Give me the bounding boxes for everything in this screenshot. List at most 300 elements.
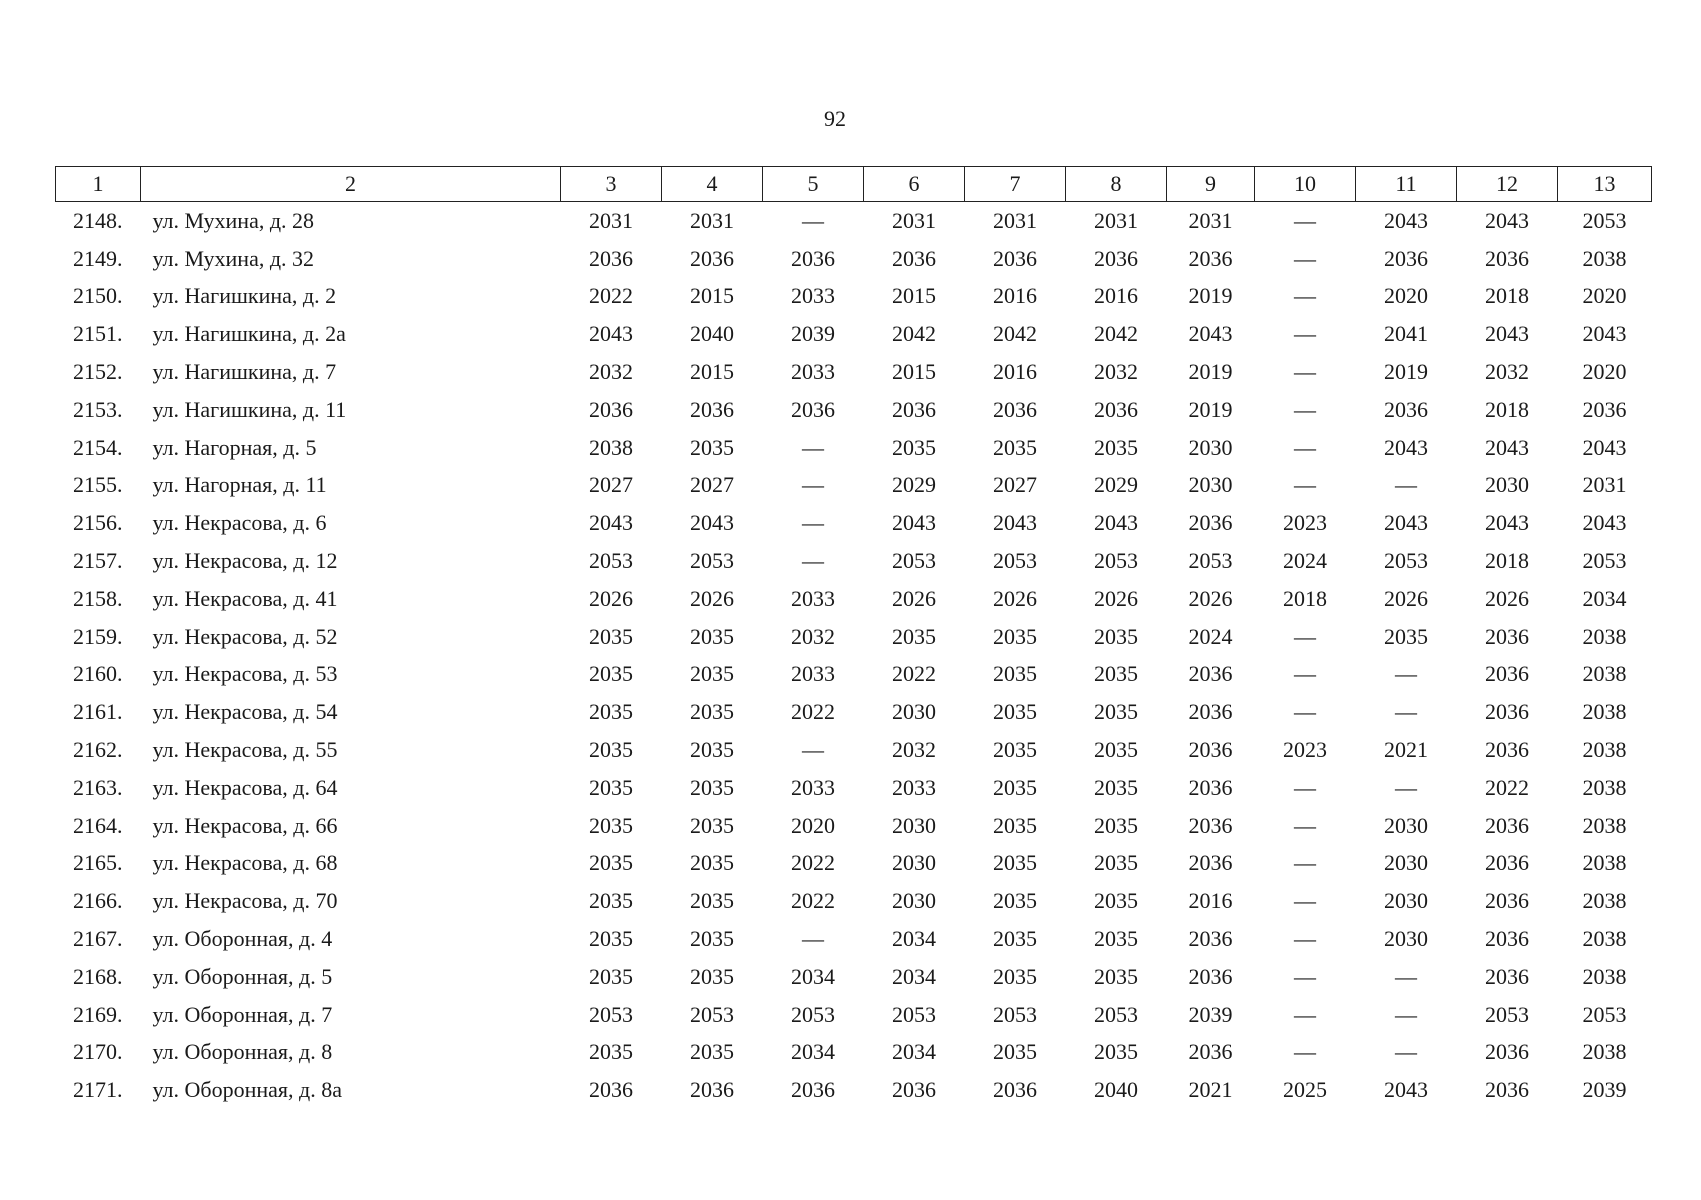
year-cell-col-9: 2031 [1188,207,1233,233]
year-cell-col-5: — [802,737,824,763]
year-cell-col-7: 2035 [993,434,1037,460]
year-cell-col-7: 2035 [993,926,1037,952]
column-header-6: 6 [864,167,965,202]
year-cell-col-11: — [1395,1001,1417,1027]
year-cell-col-7: 2036 [993,396,1037,422]
year-cell-col-6: 2034 [892,926,936,952]
year-cell-col-4: 2036 [690,1077,734,1103]
table-row [56,278,1652,316]
year-cell-col-3: 2032 [589,359,633,385]
year-cell-col-8: 2035 [1094,1039,1138,1065]
year-cell-col-6: 2015 [892,359,936,385]
year-cell-col-8: 2040 [1094,1077,1138,1103]
year-cell-col-6: 2033 [892,774,936,800]
year-cell-col-9: 2036 [1188,963,1233,989]
year-cell-col-6: 2030 [892,888,936,914]
row-number: 2168. [73,963,123,989]
year-cell-col-10: — [1294,434,1316,460]
year-cell-col-11: — [1395,661,1417,687]
year-cell-col-8: 2035 [1094,737,1138,763]
year-cell-col-9: 2036 [1188,661,1233,687]
table-row [56,845,1652,883]
year-cell-col-6: 2035 [892,623,936,649]
table-header [56,167,1652,202]
year-cell-col-8: 2053 [1094,1001,1138,1027]
year-cell-col-8: 2035 [1094,888,1138,914]
year-cell-col-11: 2043 [1384,1077,1428,1103]
year-cell-col-3: 2043 [589,510,633,536]
year-cell-col-6: 2053 [892,548,936,574]
row-number: 2164. [73,812,123,838]
year-cell-col-9: 2036 [1188,737,1233,763]
table-body [56,202,1652,1110]
year-cell-col-11: 2020 [1384,283,1428,309]
row-number: 2156. [73,510,123,536]
column-header-4: 4 [662,167,763,202]
year-cell-col-10: — [1294,207,1316,233]
year-cell-col-8: 2031 [1094,207,1138,233]
year-cell-col-5: 2033 [791,774,835,800]
year-cell-col-10: 2025 [1283,1077,1327,1103]
address-cell: ул. Некрасова, д. 70 [152,888,338,914]
table-row [56,693,1652,731]
year-cell-col-4: 2035 [690,812,734,838]
year-cell-col-12: 2053 [1485,1001,1529,1027]
address-cell: ул. Нагорная, д. 5 [152,434,317,460]
column-header-8: 8 [1066,167,1167,202]
address-cell: ул. Некрасова, д. 41 [152,585,338,611]
year-cell-col-6: 2030 [892,699,936,725]
year-cell-col-4: 2043 [690,510,734,536]
column-header-2: 2 [141,167,561,202]
year-cell-col-7: 2027 [993,472,1037,498]
year-cell-col-12: 2036 [1485,623,1529,649]
year-cell-col-7: 2035 [993,737,1037,763]
year-cell-col-8: 2035 [1094,434,1138,460]
year-cell-col-5: 2033 [791,359,835,385]
address-cell: ул. Оборонная, д. 5 [152,963,333,989]
year-cell-col-9: 2019 [1188,359,1233,385]
year-cell-col-6: 2030 [892,850,936,876]
year-cell-col-3: 2036 [589,245,633,271]
year-cell-col-10: — [1294,888,1316,914]
year-cell-col-3: 2031 [589,207,633,233]
year-cell-col-10: — [1294,283,1316,309]
year-cell-col-11: 2021 [1384,737,1428,763]
year-cell-col-10: — [1294,963,1316,989]
year-cell-col-10: — [1294,812,1316,838]
year-cell-col-13: 2038 [1582,1039,1627,1065]
year-cell-col-4: 2035 [690,926,734,952]
year-cell-col-8: 2035 [1094,661,1138,687]
year-cell-col-9: 2036 [1188,774,1233,800]
year-cell-col-11: 2036 [1384,245,1428,271]
year-cell-col-13: 2038 [1582,774,1627,800]
year-cell-col-8: 2043 [1094,510,1138,536]
year-cell-col-10: — [1294,926,1316,952]
year-cell-col-13: 2043 [1582,321,1627,347]
year-cell-col-11: — [1395,699,1417,725]
year-cell-col-6: 2031 [892,207,936,233]
year-cell-col-10: — [1294,1001,1316,1027]
year-cell-col-12: 2026 [1485,585,1529,611]
year-cell-col-5: 2022 [791,850,835,876]
year-cell-col-9: 2024 [1188,623,1233,649]
year-cell-col-12: 2036 [1485,888,1529,914]
year-cell-col-5: 2020 [791,812,835,838]
year-cell-col-8: 2035 [1094,812,1138,838]
year-cell-col-4: 2027 [690,472,734,498]
year-cell-col-11: 2043 [1384,207,1428,233]
year-cell-col-7: 2035 [993,1039,1037,1065]
year-cell-col-12: 2043 [1485,207,1529,233]
year-cell-col-3: 2035 [589,737,633,763]
year-cell-col-9: 2016 [1188,888,1233,914]
year-cell-col-11: 2030 [1384,812,1428,838]
address-cell: ул. Нагорная, д. 11 [152,472,327,498]
year-cell-col-12: 2032 [1485,359,1529,385]
year-cell-col-12: 2036 [1485,926,1529,952]
year-cell-col-3: 2053 [589,548,633,574]
year-cell-col-10: 2018 [1283,585,1327,611]
year-cell-col-4: 2053 [690,1001,734,1027]
year-cell-col-12: 2036 [1485,812,1529,838]
address-cell: ул. Некрасова, д. 52 [152,623,338,649]
year-cell-col-13: 2038 [1582,926,1627,952]
column-header-9: 9 [1167,167,1255,202]
year-cell-col-10: — [1294,472,1316,498]
year-cell-col-4: 2026 [690,585,734,611]
year-cell-col-9: 2036 [1188,926,1233,952]
year-cell-col-10: — [1294,1039,1316,1065]
year-cell-col-4: 2036 [690,396,734,422]
column-header-5: 5 [763,167,864,202]
table-row [56,1034,1652,1072]
year-cell-col-7: 2035 [993,963,1037,989]
year-cell-col-10: — [1294,850,1316,876]
year-cell-col-11: 2043 [1384,510,1428,536]
year-cell-col-5: — [802,548,824,574]
year-cell-col-10: — [1294,699,1316,725]
table-row [56,769,1652,807]
address-cell: ул. Нагишкина, д. 2 [152,283,337,309]
year-cell-col-5: 2032 [791,623,835,649]
year-cell-col-6: 2036 [892,396,936,422]
year-cell-col-11: 2053 [1384,548,1428,574]
year-cell-col-8: 2035 [1094,850,1138,876]
year-cell-col-13: 2020 [1582,359,1627,385]
year-cell-col-13: 2038 [1582,737,1627,763]
year-cell-col-9: 2021 [1188,1077,1233,1103]
year-cell-col-10: — [1294,774,1316,800]
year-cell-col-12: 2036 [1485,850,1529,876]
year-cell-col-12: 2022 [1485,774,1529,800]
year-cell-col-5: — [802,207,824,233]
year-cell-col-8: 2026 [1094,585,1138,611]
year-cell-col-11: — [1395,963,1417,989]
year-cell-col-9: 2043 [1188,321,1233,347]
year-cell-col-4: 2036 [690,245,734,271]
year-cell-col-8: 2035 [1094,963,1138,989]
year-cell-col-3: 2035 [589,1039,633,1065]
year-cell-col-4: 2053 [690,548,734,574]
address-cell: ул. Некрасова, д. 66 [152,812,338,838]
year-cell-col-5: 2033 [791,661,835,687]
year-cell-col-3: 2036 [589,396,633,422]
year-cell-col-9: 2030 [1188,434,1233,460]
year-cell-col-11: 2036 [1384,396,1428,422]
year-cell-col-5: 2036 [791,245,835,271]
year-cell-col-5: — [802,472,824,498]
row-number: 2161. [73,699,123,725]
year-cell-col-4: 2035 [690,774,734,800]
address-cell: ул. Оборонная, д. 7 [152,1001,333,1027]
year-cell-col-6: 2036 [892,245,936,271]
year-cell-col-4: 2035 [690,623,734,649]
address-cell: ул. Некрасова, д. 53 [152,661,338,687]
address-cell: ул. Оборонная, д. 8а [152,1077,342,1103]
year-cell-col-13: 2038 [1582,888,1627,914]
year-cell-col-5: 2034 [791,1039,835,1065]
year-cell-col-7: 2035 [993,812,1037,838]
table-row [56,1071,1652,1109]
year-cell-col-5: — [802,510,824,536]
year-cell-col-9: 2036 [1188,245,1233,271]
year-cell-col-3: 2022 [589,283,633,309]
year-cell-col-12: 2018 [1485,548,1529,574]
year-cell-col-5: 2022 [791,699,835,725]
year-cell-col-10: — [1294,245,1316,271]
year-cell-col-3: 2035 [589,926,633,952]
column-header-10: 10 [1255,167,1356,202]
row-number: 2165. [73,850,123,876]
table-row [56,315,1652,353]
table-row [56,353,1652,391]
year-cell-col-6: 2032 [892,737,936,763]
data-table [55,166,1652,1109]
year-cell-col-13: 2038 [1582,699,1627,725]
address-cell: ул. Некрасова, д. 68 [152,850,338,876]
year-cell-col-13: 2038 [1582,623,1627,649]
column-header-13: 13 [1558,167,1652,202]
year-cell-col-6: 2034 [892,1039,936,1065]
year-cell-col-8: 2036 [1094,245,1138,271]
table-row [56,467,1652,505]
year-cell-col-8: 2035 [1094,774,1138,800]
year-cell-col-12: 2036 [1485,1039,1529,1065]
year-cell-col-3: 2035 [589,888,633,914]
year-cell-col-7: 2036 [993,1077,1037,1103]
year-cell-col-12: 2018 [1485,396,1529,422]
year-cell-col-12: 2036 [1485,699,1529,725]
year-cell-col-8: 2032 [1094,359,1138,385]
year-cell-col-5: 2034 [791,963,835,989]
year-cell-col-3: 2035 [589,850,633,876]
year-cell-col-6: 2036 [892,1077,936,1103]
row-number: 2154. [73,434,123,460]
year-cell-col-4: 2035 [690,1039,734,1065]
year-cell-col-7: 2043 [993,510,1037,536]
column-header-7: 7 [965,167,1066,202]
year-cell-col-12: 2036 [1485,1077,1529,1103]
year-cell-col-3: 2026 [589,585,633,611]
year-cell-col-3: 2035 [589,963,633,989]
year-cell-col-8: 2029 [1094,472,1138,498]
year-cell-col-7: 2035 [993,850,1037,876]
year-cell-col-9: 2036 [1188,850,1233,876]
year-cell-col-7: 2026 [993,585,1037,611]
address-cell: ул. Нагишкина, д. 11 [152,396,347,422]
year-cell-col-3: 2035 [589,812,633,838]
year-cell-col-12: 2043 [1485,321,1529,347]
year-cell-col-6: 2043 [892,510,936,536]
year-cell-col-13: 2039 [1582,1077,1627,1103]
table-row [56,920,1652,958]
address-cell: ул. Некрасова, д. 6 [152,510,327,536]
year-cell-col-8: 2035 [1094,623,1138,649]
year-cell-col-4: 2015 [690,359,734,385]
year-cell-col-8: 2042 [1094,321,1138,347]
row-number: 2167. [73,926,123,952]
year-cell-col-4: 2035 [690,850,734,876]
year-cell-col-3: 2038 [589,434,633,460]
year-cell-col-9: 2036 [1188,510,1233,536]
year-cell-col-13: 2043 [1582,434,1627,460]
year-cell-col-12: 2043 [1485,510,1529,536]
year-cell-col-4: 2035 [690,434,734,460]
column-header-1: 1 [56,167,141,202]
year-cell-col-12: 2030 [1485,472,1529,498]
year-cell-col-7: 2042 [993,321,1037,347]
year-cell-col-11: 2035 [1384,623,1428,649]
year-cell-col-12: 2036 [1485,661,1529,687]
row-number: 2150. [73,283,123,309]
year-cell-col-5: 2039 [791,321,835,347]
year-cell-col-13: 2034 [1582,585,1627,611]
year-cell-col-11: 2043 [1384,434,1428,460]
row-number: 2155. [73,472,123,498]
year-cell-col-6: 2042 [892,321,936,347]
year-cell-col-4: 2035 [690,888,734,914]
year-cell-col-10: 2024 [1283,548,1327,574]
year-cell-col-7: 2053 [993,548,1037,574]
year-cell-col-4: 2035 [690,737,734,763]
year-cell-col-7: 2035 [993,623,1037,649]
year-cell-col-7: 2036 [993,245,1037,271]
year-cell-col-5: 2033 [791,283,835,309]
row-number: 2162. [73,737,123,763]
year-cell-col-7: 2053 [993,1001,1037,1027]
table-row [56,202,1652,240]
address-cell: ул. Нагишкина, д. 2а [152,321,346,347]
table-row [56,958,1652,996]
year-cell-col-8: 2035 [1094,699,1138,725]
year-cell-col-3: 2035 [589,699,633,725]
row-number: 2152. [73,359,123,385]
address-cell: ул. Мухина, д. 32 [152,245,315,271]
address-cell: ул. Некрасова, д. 55 [152,737,338,763]
year-cell-col-7: 2035 [993,699,1037,725]
table-row [56,618,1652,656]
year-cell-col-4: 2035 [690,661,734,687]
table-row [56,656,1652,694]
year-cell-col-12: 2036 [1485,737,1529,763]
year-cell-col-3: 2035 [589,661,633,687]
year-cell-col-7: 2016 [993,359,1037,385]
year-cell-col-11: 2019 [1384,359,1428,385]
year-cell-col-13: 2053 [1582,548,1627,574]
row-number: 2160. [73,661,123,687]
row-number: 2151. [73,321,123,347]
year-cell-col-6: 2022 [892,661,936,687]
year-cell-col-5: 2053 [791,1001,835,1027]
year-cell-col-13: 2053 [1582,1001,1627,1027]
year-cell-col-3: 2036 [589,1077,633,1103]
year-cell-col-11: 2026 [1384,585,1428,611]
year-cell-col-4: 2031 [690,207,734,233]
column-header-11: 11 [1356,167,1457,202]
table-row [56,240,1652,278]
column-header-3: 3 [561,167,662,202]
year-cell-col-12: 2018 [1485,283,1529,309]
year-cell-col-12: 2036 [1485,963,1529,989]
address-cell: ул. Некрасова, д. 54 [152,699,338,725]
table-row [56,391,1652,429]
year-cell-col-13: 2031 [1582,472,1627,498]
row-number: 2153. [73,396,123,422]
year-cell-col-13: 2038 [1582,850,1627,876]
row-number: 2169. [73,1001,123,1027]
year-cell-col-7: 2035 [993,888,1037,914]
year-cell-col-10: 2023 [1283,510,1327,536]
row-number: 2148. [73,207,123,233]
year-cell-col-6: 2035 [892,434,936,460]
year-cell-col-6: 2015 [892,283,936,309]
year-cell-col-7: 2016 [993,283,1037,309]
year-cell-col-11: — [1395,1039,1417,1065]
year-cell-col-9: 2036 [1188,699,1233,725]
year-cell-col-8: 2016 [1094,283,1138,309]
year-cell-col-5: — [802,434,824,460]
header-row [56,167,1652,202]
year-cell-col-7: 2035 [993,774,1037,800]
year-cell-col-13: 2036 [1582,396,1627,422]
year-cell-col-11: 2030 [1384,926,1428,952]
year-cell-col-10: — [1294,623,1316,649]
year-cell-col-3: 2053 [589,1001,633,1027]
column-header-12: 12 [1457,167,1558,202]
year-cell-col-8: 2036 [1094,396,1138,422]
year-cell-col-6: 2026 [892,585,936,611]
year-cell-col-10: — [1294,661,1316,687]
year-cell-col-12: 2043 [1485,434,1529,460]
year-cell-col-5: 2033 [791,585,835,611]
row-number: 2159. [73,623,123,649]
page-number: 92 [824,106,846,131]
table-row [56,542,1652,580]
year-cell-col-5: 2036 [791,396,835,422]
year-cell-col-10: — [1294,396,1316,422]
year-cell-col-9: 2030 [1188,472,1233,498]
row-number: 2166. [73,888,123,914]
year-cell-col-3: 2035 [589,623,633,649]
year-cell-col-9: 2019 [1188,396,1233,422]
address-cell: ул. Оборонная, д. 4 [152,926,333,952]
year-cell-col-6: 2053 [892,1001,936,1027]
row-number: 2170. [73,1039,123,1065]
table-row [56,731,1652,769]
year-cell-col-6: 2030 [892,812,936,838]
